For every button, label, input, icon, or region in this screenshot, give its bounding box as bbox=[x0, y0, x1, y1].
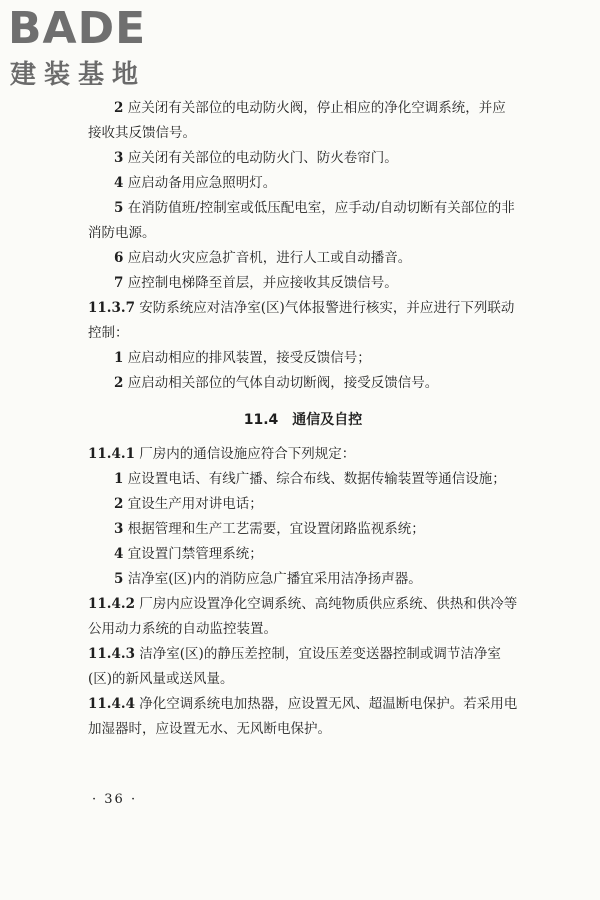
item-number: 4 bbox=[114, 546, 124, 562]
item-number: 6 bbox=[114, 250, 124, 266]
item-text: 应控制电梯降至首层，并应接收其反馈信号。 bbox=[127, 275, 398, 291]
logo-subtitle: 建装基地 bbox=[10, 60, 147, 90]
item-text: 应启动火灾应急扩音机，进行人工或自动播音。 bbox=[127, 250, 412, 266]
item-text: 在消防值班/控制室或低压配电室，应手动/自动切断有关部位的非消防电源。 bbox=[88, 200, 515, 241]
logo-brand-text: BADE bbox=[8, 3, 147, 54]
section-number: 11.4 bbox=[243, 412, 279, 428]
item-number: 5 bbox=[114, 200, 124, 216]
list-item bbox=[88, 271, 518, 296]
item-text: 应启动备用应急照明灯。 bbox=[127, 175, 277, 191]
item-number: 3 bbox=[114, 150, 124, 166]
item-text: 厂房内应设置净化空调系统、高纯物质供应系统、供热和供冷等公用动力系统的自动监控装置。 bbox=[88, 596, 518, 637]
item-text: 宜设置门禁管理系统； bbox=[127, 546, 263, 562]
section-heading bbox=[88, 408, 518, 432]
item-number: 11.4.1 bbox=[88, 446, 135, 462]
list-item bbox=[88, 146, 518, 171]
page-number: · 36 · bbox=[92, 792, 138, 807]
clause-paragraph bbox=[88, 692, 518, 742]
item-number: 11.4.4 bbox=[88, 696, 135, 712]
list-item bbox=[88, 96, 518, 146]
item-text: 应启动相应的排风装置，接受反馈信号； bbox=[127, 350, 371, 366]
item-number: 4 bbox=[114, 175, 124, 191]
item-text: 宜设生产用对讲电话； bbox=[127, 496, 263, 512]
item-text: 根据管理和生产工艺需要，宜设置闭路监视系统； bbox=[127, 521, 425, 537]
list-item bbox=[88, 467, 518, 492]
item-number: 2 bbox=[114, 100, 124, 116]
list-item bbox=[88, 517, 518, 542]
section-title: 通信及自控 bbox=[292, 412, 363, 428]
list-item bbox=[88, 171, 518, 196]
clause-paragraph bbox=[88, 642, 518, 692]
list-item bbox=[88, 371, 518, 396]
item-number: 11.4.2 bbox=[88, 596, 135, 612]
clause-paragraph bbox=[88, 442, 518, 467]
item-text: 洁净室(区)的静压差控制，宜设压差变送器控制或调节洁净室(区)的新风量或送风量。 bbox=[88, 646, 501, 687]
clause-paragraph bbox=[88, 296, 518, 346]
item-number: 2 bbox=[114, 496, 124, 512]
item-number: 5 bbox=[114, 571, 124, 587]
item-number: 11.4.3 bbox=[88, 646, 135, 662]
item-text: 应启动相关部位的气体自动切断阀，接受反馈信号。 bbox=[127, 375, 439, 391]
item-number: 3 bbox=[114, 521, 124, 537]
list-item bbox=[88, 567, 518, 592]
list-item bbox=[88, 196, 518, 246]
item-text: 应设置电话、有线广播、综合布线、数据传输装置等通信设施； bbox=[127, 471, 506, 487]
item-number: 2 bbox=[114, 375, 124, 391]
list-item bbox=[88, 542, 518, 567]
list-item bbox=[88, 246, 518, 271]
item-text: 安防系统应对洁净室(区)气体报警进行核实，并应进行下列联动控制： bbox=[88, 300, 515, 341]
document-body bbox=[88, 96, 518, 742]
item-number: 7 bbox=[114, 275, 124, 291]
list-item bbox=[88, 492, 518, 517]
clause-paragraph bbox=[88, 592, 518, 642]
item-number: 11.3.7 bbox=[88, 300, 135, 316]
list-item bbox=[88, 346, 518, 371]
item-text: 洁净室(区)内的消防应急广播宜采用洁净扬声器。 bbox=[127, 571, 422, 587]
item-text: 净化空调系统电加热器，应设置无风、超温断电保护。若采用电加湿器时，应设置无水、无风断电保护。 bbox=[88, 696, 518, 737]
item-text: 厂房内的通信设施应符合下列规定： bbox=[139, 446, 356, 462]
bade-logo bbox=[8, 4, 178, 94]
item-number: 1 bbox=[114, 471, 124, 487]
item-number: 1 bbox=[114, 350, 124, 366]
item-text: 应关闭有关部位的电动防火门、防火卷帘门。 bbox=[127, 150, 398, 166]
item-text: 应关闭有关部位的电动防火阀，停止相应的净化空调系统，并应接收其反馈信号。 bbox=[88, 100, 506, 141]
